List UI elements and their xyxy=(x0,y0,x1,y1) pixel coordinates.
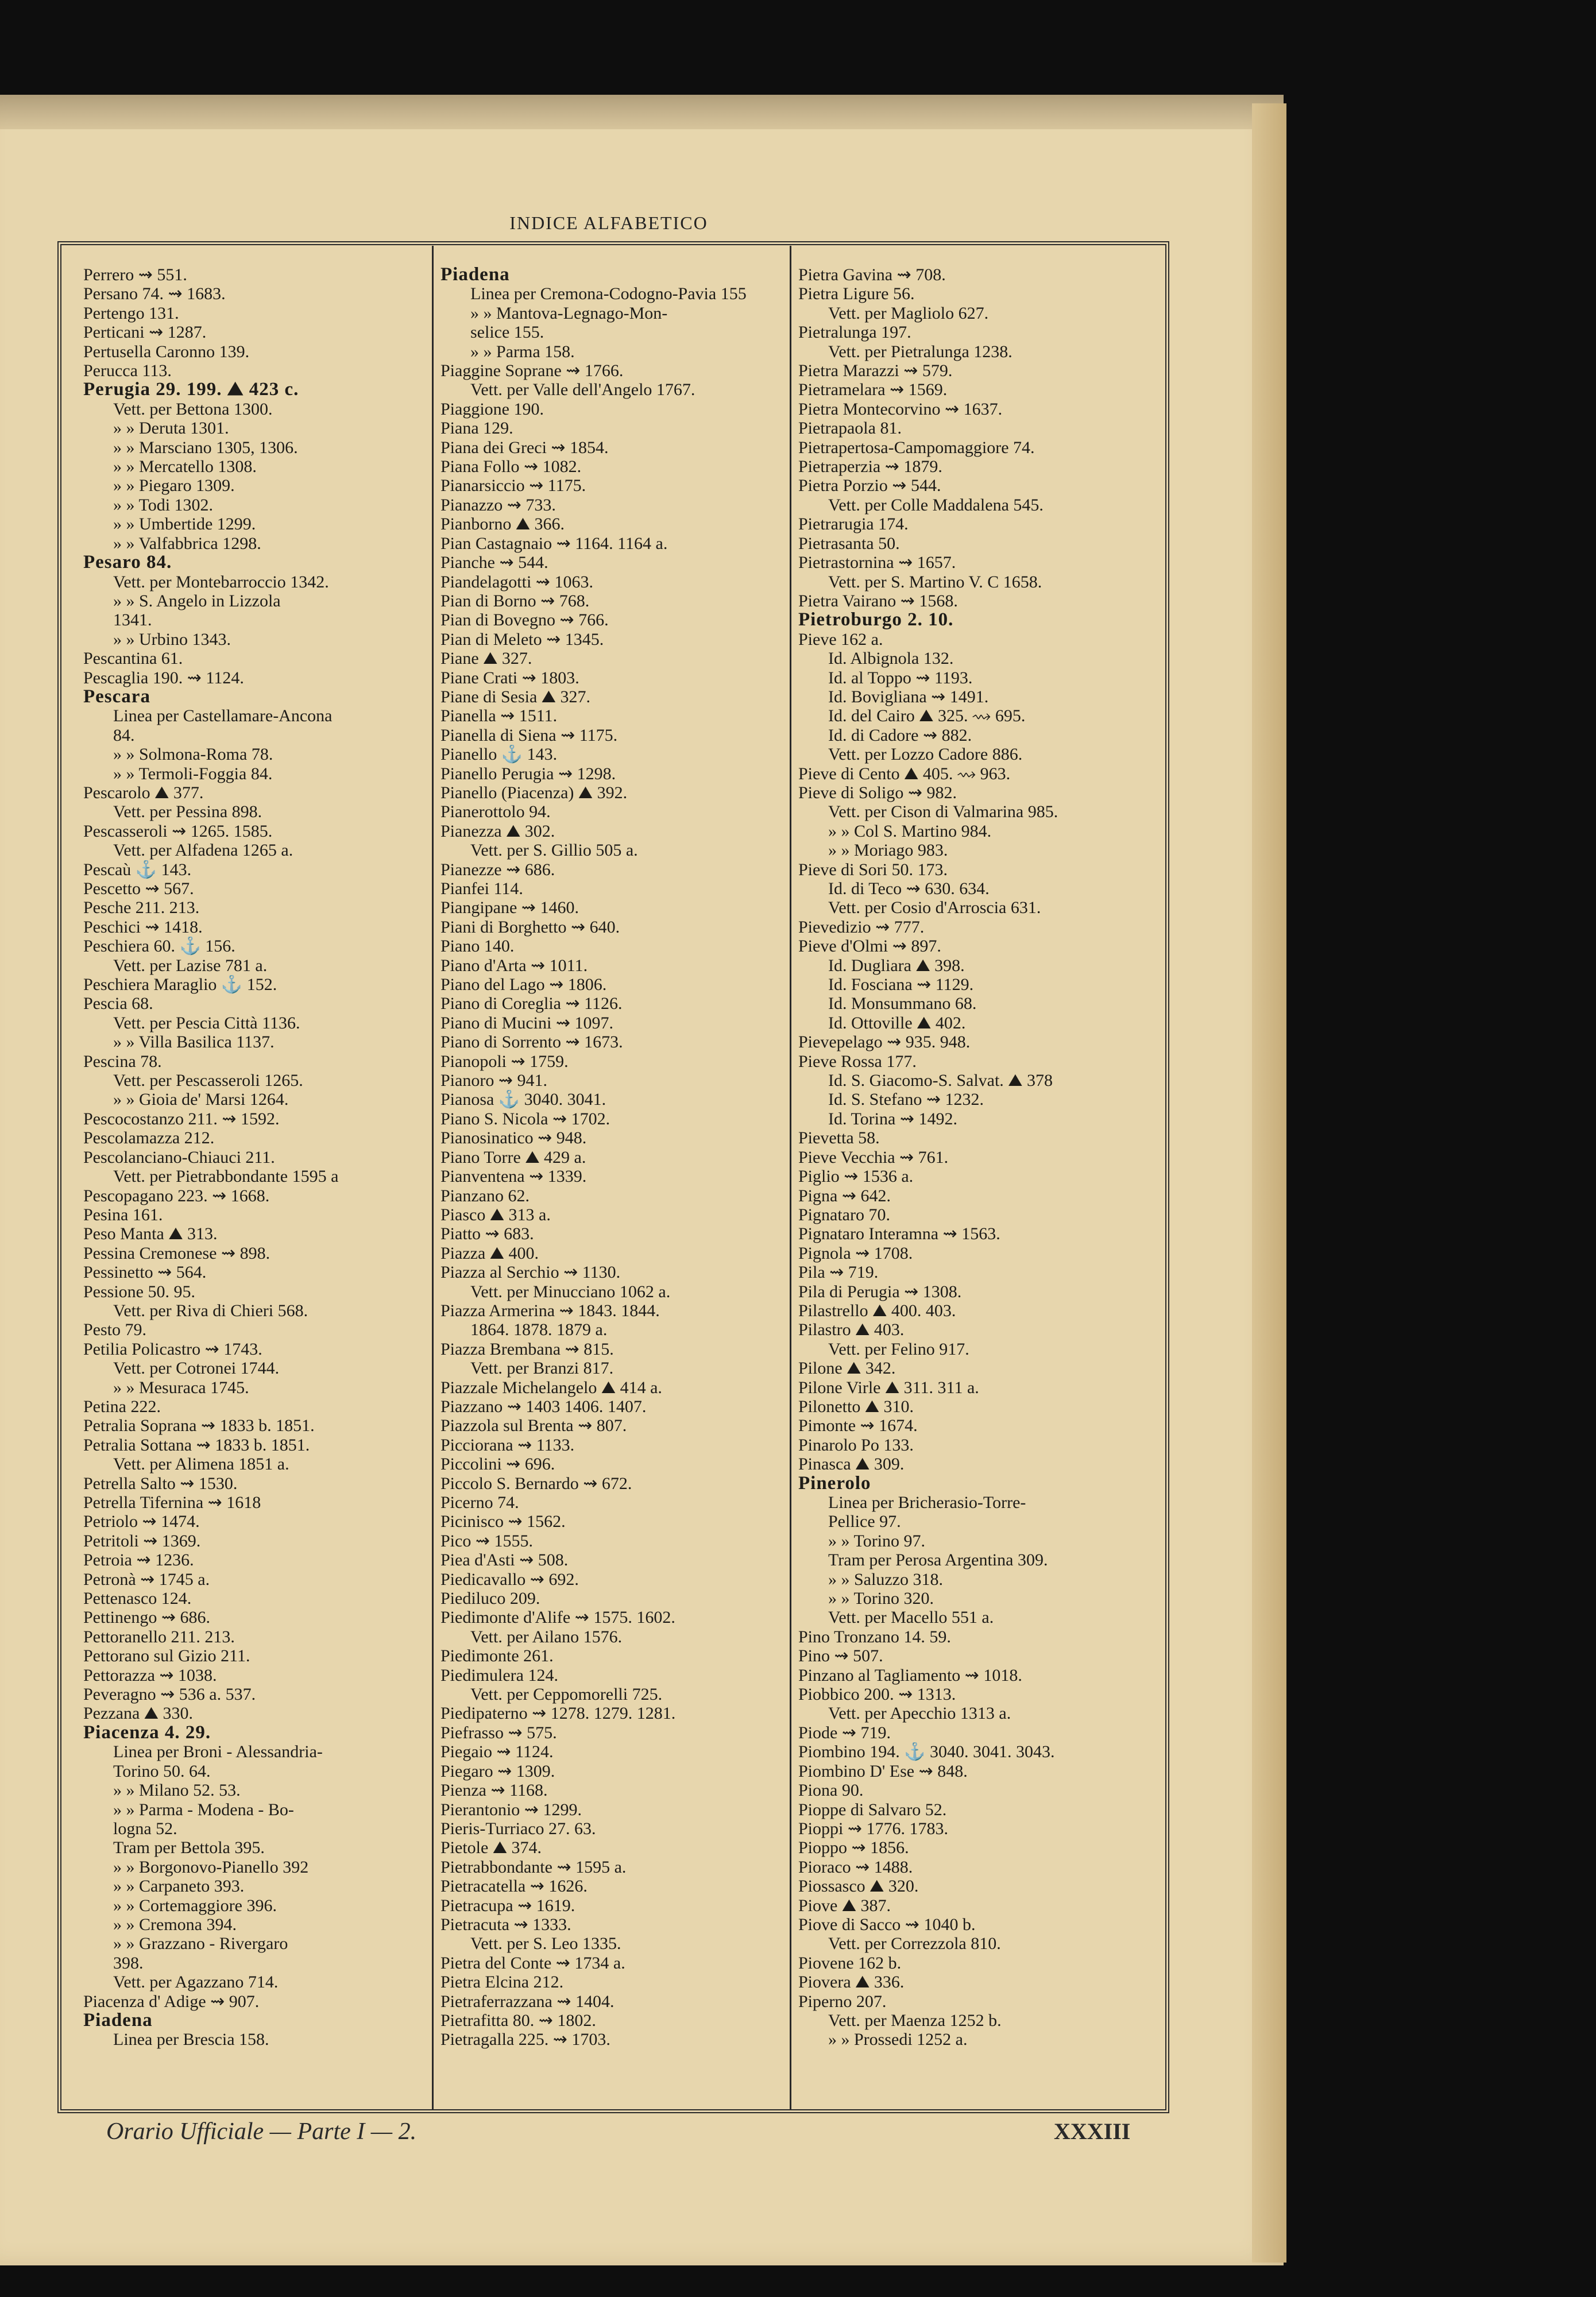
index-entry: Piediluco 209. xyxy=(440,1589,540,1608)
page-number: XXXIII xyxy=(1054,2118,1131,2144)
index-entry: Pianerottolo 94. xyxy=(440,802,551,822)
index-entry: Pescaglia 190. ⇝ 1124. xyxy=(83,668,244,687)
index-entry: Id. Fosciana ⇝ 1129. xyxy=(828,975,974,995)
index-entry: Piazza ⛰ 400. xyxy=(440,1243,539,1263)
index-entry: Pietrapaola 81. xyxy=(798,419,902,438)
index-entry: » » Torino 320. xyxy=(828,1589,934,1608)
index-entry: 1341. xyxy=(113,610,152,630)
index-entry: Pescolanciano-Chiauci 211. xyxy=(83,1147,275,1167)
index-entry: Pianche ⇝ 544. xyxy=(440,553,548,573)
index-entry: Piovera ⛰ 336. xyxy=(798,1973,905,1992)
index-entry: Pianosa ⚓ 3040. 3041. xyxy=(440,1090,606,1109)
index-entry: Torino 50. 64. xyxy=(113,1761,211,1781)
index-entry: Peschici ⇝ 1418. xyxy=(83,917,203,937)
index-entry: Linea per Brescia 158. xyxy=(113,2030,269,2049)
index-entry: Piedicavallo ⇝ 692. xyxy=(440,1569,579,1589)
index-entry: Petralia Sottana ⇝ 1833 b. 1851. xyxy=(83,1435,310,1455)
index-heading: Piadena xyxy=(440,265,510,285)
index-entry: Pezzana ⛰ 330. xyxy=(83,1704,193,1723)
index-entry: Pieve di Soligo ⇝ 982. xyxy=(798,783,957,802)
index-entry: Pianello (Piacenza) ⛰ 392. xyxy=(440,783,628,802)
index-entry: Piatto ⇝ 683. xyxy=(440,1224,534,1244)
index-entry: Pieve di Sori 50. 173. xyxy=(798,860,948,879)
index-entry: Pianfei 114. xyxy=(440,879,523,898)
index-entry: Pianezze ⇝ 686. xyxy=(440,860,555,879)
index-entry: » » Moriago 983. xyxy=(828,841,948,860)
index-entry: Persano 74. ⇝ 1683. xyxy=(83,284,226,304)
index-entry: Pietra Marazzi ⇝ 579. xyxy=(798,361,953,381)
index-entry: Piane di Sesia ⛰ 327. xyxy=(440,687,591,706)
index-entry: Vett. per Agazzano 714. xyxy=(113,1973,279,1992)
index-entry: Pietra Vairano ⇝ 1568. xyxy=(798,591,958,610)
index-entry: Piana dei Greci ⇝ 1854. xyxy=(440,438,609,457)
index-entry: Pievepelago ⇝ 935. 948. xyxy=(798,1033,971,1052)
page-edge xyxy=(1252,103,1286,2263)
index-entry: Pico ⇝ 1555. xyxy=(440,1531,533,1550)
index-entry: Tram per Bettola 395. xyxy=(113,1838,265,1858)
index-entry: Pescina 78. xyxy=(83,1051,162,1071)
index-entry: Perticani ⇝ 1287. xyxy=(83,323,207,342)
page-header: INDICE ALFABETICO xyxy=(509,212,708,233)
index-entry: Pietraferrazzana ⇝ 1404. xyxy=(440,1991,615,2011)
index-entry: Piossasco ⛰ 320. xyxy=(798,1877,919,1896)
index-entry: Pietracuta ⇝ 1333. xyxy=(440,1915,571,1934)
index-entry: Pietra del Conte ⇝ 1734 a. xyxy=(440,1953,625,1973)
index-entry: Pignataro 70. xyxy=(798,1205,890,1224)
index-entry: Pignola ⇝ 1708. xyxy=(798,1243,913,1263)
index-entry: Pieve di Cento ⛰ 405. ⇝ 963. xyxy=(798,764,1011,783)
index-entry: Tram per Perosa Argentina 309. xyxy=(828,1550,1048,1570)
index-entry: Pettorazza ⇝ 1038. xyxy=(83,1665,217,1685)
index-entry: Pescasseroli ⇝ 1265. 1585. xyxy=(83,821,273,841)
index-entry: Pettoranello 211. 213. xyxy=(83,1627,235,1646)
index-entry: Pessinetto ⇝ 564. xyxy=(83,1263,207,1282)
index-entry: Pessina Cremonese ⇝ 898. xyxy=(83,1243,270,1263)
index-entry: Vett. per Ailano 1576. xyxy=(470,1627,623,1646)
index-heading: Pietroburgo 2. 10. xyxy=(798,610,954,630)
index-entry: Vett. per Cosio d'Arroscia 631. xyxy=(828,898,1041,918)
index-entry: Piefrasso ⇝ 575. xyxy=(440,1723,557,1742)
index-entry: Pertusella Caronno 139. xyxy=(83,342,250,361)
index-entry: » » Piegaro 1309. xyxy=(113,476,235,496)
index-entry: Pianazzo ⇝ 733. xyxy=(440,495,556,515)
index-entry: Pila di Perugia ⇝ 1308. xyxy=(798,1282,962,1301)
index-entry: Vett. per Pescasseroli 1265. xyxy=(113,1071,303,1091)
index-entry: Id. di Cadore ⇝ 882. xyxy=(828,725,972,745)
index-entry: Vett. per Pietralunga 1238. xyxy=(828,342,1013,361)
index-column-2 xyxy=(440,265,797,2049)
index-entry: Pietra Montecorvino ⇝ 1637. xyxy=(798,399,1003,419)
index-entry: 1864. 1878. 1879 a. xyxy=(470,1320,608,1340)
index-entry: Piane ⛰ 327. xyxy=(440,649,532,668)
index-entry: » » Parma - Modena - Bo- xyxy=(113,1800,294,1819)
index-entry: Pianella di Siena ⇝ 1175. xyxy=(440,725,618,745)
index-entry: » » Grazzano - Rivergaro xyxy=(113,1934,288,1954)
index-entry: Vett. per Lozzo Cadore 886. xyxy=(828,745,1023,764)
index-entry: Pescantina 61. xyxy=(83,649,183,668)
index-entry: Piano d'Arta ⇝ 1011. xyxy=(440,956,588,975)
index-entry: Pianello ⚓ 143. xyxy=(440,745,558,764)
index-entry: Pietralunga 197. xyxy=(798,323,911,342)
index-entry: Piano Torre ⛰ 429 a. xyxy=(440,1147,586,1167)
index-entry: Petrella Salto ⇝ 1530. xyxy=(83,1474,238,1493)
index-entry: Piccolini ⇝ 696. xyxy=(440,1455,555,1474)
index-entry: Pesto 79. xyxy=(83,1320,147,1340)
index-entry: Piana 129. xyxy=(440,419,513,438)
index-entry: Vett. per Apecchio 1313 a. xyxy=(828,1704,1011,1723)
index-entry: Piazzano ⇝ 1403 1406. 1407. xyxy=(440,1397,647,1416)
index-entry: Vett. per Maenza 1252 b. xyxy=(828,2010,1002,2030)
index-entry: Piobbico 200. ⇝ 1313. xyxy=(798,1685,956,1704)
index-entry: Piegaro ⇝ 1309. xyxy=(440,1761,555,1781)
index-entry: Piano di Coreglia ⇝ 1126. xyxy=(440,994,623,1014)
index-entry: » » Col S. Martino 984. xyxy=(828,821,992,841)
index-entry: Vett. per Colle Maddalena 545. xyxy=(828,495,1044,515)
index-entry: Pietra Porzio ⇝ 544. xyxy=(798,476,941,496)
index-entry: Pietrabbondante ⇝ 1595 a. xyxy=(440,1857,627,1877)
index-entry: Pinzano al Tagliamento ⇝ 1018. xyxy=(798,1665,1022,1685)
index-entry: 398. xyxy=(113,1953,144,1973)
index-entry: Pietracatella ⇝ 1626. xyxy=(440,1877,588,1896)
index-entry: Linea per Castellamare-Ancona xyxy=(113,706,333,726)
index-entry: Pieve 162 a. xyxy=(798,629,883,649)
index-entry: Pianello Perugia ⇝ 1298. xyxy=(440,764,616,783)
index-entry: » » Cremona 394. xyxy=(113,1915,237,1934)
index-entry: Pietrasanta 50. xyxy=(798,533,900,553)
index-entry: selice 155. xyxy=(470,323,544,342)
index-entry: Pienza ⇝ 1168. xyxy=(440,1781,548,1800)
index-entry: Vett. per Correzzola 810. xyxy=(828,1934,1001,1954)
index-entry: Pellice 97. xyxy=(828,1512,901,1532)
index-entry: Piano di Mucini ⇝ 1097. xyxy=(440,1013,613,1033)
index-entry: Pignataro Interamna ⇝ 1563. xyxy=(798,1224,1000,1244)
index-entry: Pietrastornina ⇝ 1657. xyxy=(798,553,956,573)
index-entry: Peschiera Maraglio ⚓ 152. xyxy=(83,975,277,995)
index-column-1 xyxy=(83,265,439,2049)
index-entry: Id. di Teco ⇝ 630. 634. xyxy=(828,879,990,898)
index-entry: Petriolo ⇝ 1474. xyxy=(83,1512,200,1532)
index-entry: » » Mantova-Legnago-Mon- xyxy=(470,303,668,323)
index-entry: Pessione 50. 95. xyxy=(83,1282,195,1301)
index-entry: Pino Tronzano 14. 59. xyxy=(798,1627,951,1646)
index-entry: » » Prossedi 1252 a. xyxy=(828,2030,968,2049)
index-entry: Pietrapertosa-Campomaggiore 74. xyxy=(798,438,1035,457)
index-entry: Vett. per S. Leo 1335. xyxy=(470,1934,621,1954)
index-entry: Pesina 161. xyxy=(83,1205,163,1224)
index-entry: Pietrarugia 174. xyxy=(798,515,909,534)
index-entry: Vett. per S. Gillio 505 a. xyxy=(470,841,638,860)
index-entry: Peveragno ⇝ 536 a. 537. xyxy=(83,1685,256,1704)
index-entry: » » Mercatello 1308. xyxy=(113,457,257,477)
index-entry: » » Mesuraca 1745. xyxy=(113,1378,249,1397)
index-entry: » » Umbertide 1299. xyxy=(113,515,256,534)
index-entry: Pioppo ⇝ 1856. xyxy=(798,1838,909,1858)
index-entry: Pescopagano 223. ⇝ 1668. xyxy=(83,1186,270,1205)
index-entry: » » Borgonovo-Pianello 392 xyxy=(113,1857,309,1877)
index-entry: Pianborno ⛰ 366. xyxy=(440,515,565,534)
index-entry: » » Marsciano 1305, 1306. xyxy=(113,438,298,457)
index-entry: Pieris-Turriaco 27. 63. xyxy=(440,1819,596,1838)
index-entry: Pimonte ⇝ 1674. xyxy=(798,1416,918,1436)
index-heading: Perugia 29. 199. ⛰ 423 c. xyxy=(83,380,299,400)
index-entry: Pilonetto ⛰ 310. xyxy=(798,1397,914,1416)
index-entry: Vett. per Lazise 781 a. xyxy=(113,956,268,975)
index-entry: Petrella Tifernina ⇝ 1618 xyxy=(83,1493,261,1512)
index-entry: Piazza Brembana ⇝ 815. xyxy=(440,1339,614,1359)
index-entry: Pioraco ⇝ 1488. xyxy=(798,1857,913,1877)
index-entry: » » Urbino 1343. xyxy=(113,629,231,649)
index-entry: Picinisco ⇝ 1562. xyxy=(440,1512,566,1532)
index-entry: Linea per Bricherasio-Torre- xyxy=(828,1493,1026,1512)
index-entry: Linea per Cremona-Codogno-Pavia 155 xyxy=(470,284,747,304)
index-entry: Pianoro ⇝ 941. xyxy=(440,1071,547,1091)
index-entry: Pieve Vecchia ⇝ 761. xyxy=(798,1147,949,1167)
index-entry: » » Cortemaggiore 396. xyxy=(113,1896,277,1915)
index-entry: » » Milano 52. 53. xyxy=(113,1781,241,1800)
index-entry: Pescolamazza 212. xyxy=(83,1128,215,1148)
index-entry: Pilone ⛰ 342. xyxy=(798,1359,896,1378)
index-entry: Pieve Rossa 177. xyxy=(798,1051,917,1071)
index-entry: Pianosinatico ⇝ 948. xyxy=(440,1128,587,1148)
index-entry: Vett. per Ceppomorelli 725. xyxy=(470,1685,663,1704)
index-entry: Id. Ottoville ⛰ 402. xyxy=(828,1013,966,1033)
index-entry: » » Villa Basilica 1137. xyxy=(113,1033,275,1052)
index-entry: Pietramelara ⇝ 1569. xyxy=(798,380,948,400)
index-entry: Pescarolo ⛰ 377. xyxy=(83,783,204,802)
index-entry: Piano S. Nicola ⇝ 1702. xyxy=(440,1109,610,1128)
index-entry: Pievetta 58. xyxy=(798,1128,880,1148)
index-heading: Piadena xyxy=(83,2010,153,2031)
index-heading: Pescara xyxy=(83,687,150,707)
index-entry: » » Torino 97. xyxy=(828,1531,926,1550)
index-entry: Piombino D' Ese ⇝ 848. xyxy=(798,1761,968,1781)
index-entry: Pian di Borno ⇝ 768. xyxy=(440,591,590,610)
index-entry: Piani di Borghetto ⇝ 640. xyxy=(440,917,620,937)
index-entry: 84. xyxy=(113,725,135,745)
index-entry: Pioppi ⇝ 1776. 1783. xyxy=(798,1819,948,1838)
index-entry: Piglio ⇝ 1536 a. xyxy=(798,1167,914,1186)
index-entry: » » Deruta 1301. xyxy=(113,419,229,438)
index-entry: Pian di Bovegno ⇝ 766. xyxy=(440,610,609,630)
index-entry: Piove ⛰ 387. xyxy=(798,1896,891,1915)
index-entry: Id. Bovigliana ⇝ 1491. xyxy=(828,687,989,706)
index-entry: Pian di Meleto ⇝ 1345. xyxy=(440,629,604,649)
index-entry: logna 52. xyxy=(113,1819,177,1838)
index-entry: Id. Torina ⇝ 1492. xyxy=(828,1109,957,1128)
index-entry: Vett. per Riva di Chieri 568. xyxy=(113,1301,308,1320)
index-entry: Piaggine Soprane ⇝ 1766. xyxy=(440,361,624,381)
index-entry: Pilone Virle ⛰ 311. 311 a. xyxy=(798,1378,979,1397)
index-entry: Piacenza d' Adige ⇝ 907. xyxy=(83,1991,260,2011)
index-entry: Perrero ⇝ 551. xyxy=(83,265,187,284)
index-entry: Piedimulera 124. xyxy=(440,1665,558,1685)
index-entry: Perucca 113. xyxy=(83,361,172,381)
index-entry: Pinasca ⛰ 309. xyxy=(798,1455,905,1474)
index-entry: Piccolo S. Bernardo ⇝ 672. xyxy=(440,1474,632,1493)
index-entry: Vett. per Pessina 898. xyxy=(113,802,262,822)
index-entry: Vett. per Bettona 1300. xyxy=(113,399,273,419)
index-entry: Id. S. Giacomo-S. Salvat. ⛰ 378 xyxy=(828,1071,1053,1091)
index-entry: Pettenasco 124. xyxy=(83,1589,192,1608)
index-entry: Vett. per Branzi 817. xyxy=(470,1359,614,1378)
index-entry: Vett. per Minucciano 1062 a. xyxy=(470,1282,671,1301)
index-entry: Piangipane ⇝ 1460. xyxy=(440,898,579,918)
index-heading: Piacenza 4. 29. xyxy=(83,1723,211,1743)
index-heading: Pinerolo xyxy=(798,1474,871,1493)
index-entry: Pesche 211. 213. xyxy=(83,898,200,918)
index-entry: » » Termoli-Foggia 84. xyxy=(113,764,273,783)
index-entry: Vett. per Felino 917. xyxy=(828,1339,969,1359)
index-entry: Vett. per Montebarroccio 1342. xyxy=(113,572,329,591)
index-entry: Piazza Armerina ⇝ 1843. 1844. xyxy=(440,1301,660,1320)
index-entry: » » Solmona-Roma 78. xyxy=(113,745,273,764)
index-entry: Piperno 207. xyxy=(798,1991,887,2011)
index-entry: Pietra Elcina 212. xyxy=(440,1973,564,1992)
index-entry: Peschiera 60. ⚓ 156. xyxy=(83,937,235,956)
index-entry: Pianezza ⛰ 302. xyxy=(440,821,555,841)
index-entry: » » Saluzzo 318. xyxy=(828,1569,943,1589)
index-entry: Vett. per Alfadena 1265 a. xyxy=(113,841,293,860)
index-entry: Vett. per S. Martino V. C 1658. xyxy=(828,572,1042,591)
index-entry: Piandelagotti ⇝ 1063. xyxy=(440,572,593,591)
index-entry: Piazzale Michelangelo ⛰ 414 a. xyxy=(440,1378,662,1397)
index-entry: Piovene 162 b. xyxy=(798,1953,902,1973)
index-entry: Piane Crati ⇝ 1803. xyxy=(440,668,579,687)
index-entry: Piano di Sorrento ⇝ 1673. xyxy=(440,1033,623,1052)
index-entry: Id. del Cairo ⛰ 325. ⇝ 695. xyxy=(828,706,1026,726)
index-entry: Vett. per Cison di Valmarina 985. xyxy=(828,802,1058,822)
index-entry: Pilastrello ⛰ 400. 403. xyxy=(798,1301,956,1320)
index-entry: Vett. per Pescia Città 1136. xyxy=(113,1013,300,1033)
index-entry: Pescia 68. xyxy=(83,994,153,1014)
index-entry: Id. S. Stefano ⇝ 1232. xyxy=(828,1090,984,1109)
index-entry: Pertengo 131. xyxy=(83,303,179,323)
index-entry: Petralia Soprana ⇝ 1833 b. 1851. xyxy=(83,1416,315,1436)
index-entry: Pierantonio ⇝ 1299. xyxy=(440,1800,582,1819)
index-entry: Pieve d'Olmi ⇝ 897. xyxy=(798,937,941,956)
index-entry: Vett. per Magliolo 627. xyxy=(828,303,989,323)
index-entry: Piedipaterno ⇝ 1278. 1279. 1281. xyxy=(440,1704,676,1723)
page-top-shadow xyxy=(0,95,1284,129)
index-entry: Pescetto ⇝ 567. xyxy=(83,879,194,898)
index-entry: Pianzano 62. xyxy=(440,1186,530,1205)
index-entry: Pescocostanzo 211. ⇝ 1592. xyxy=(83,1109,280,1128)
index-entry: Pettorano sul Gizio 211. xyxy=(83,1646,250,1666)
index-entry: Pietracupa ⇝ 1619. xyxy=(440,1896,575,1915)
index-entry: Vett. per Valle dell'Angelo 1767. xyxy=(470,380,695,400)
index-entry: Pietra Ligure 56. xyxy=(798,284,915,304)
index-entry: Piona 90. xyxy=(798,1781,864,1800)
index-entry: Piano 140. xyxy=(440,937,515,956)
index-entry: Pietrafitta 80. ⇝ 1802. xyxy=(440,2010,596,2030)
index-entry: Piedimonte d'Alife ⇝ 1575. 1602. xyxy=(440,1608,675,1627)
index-entry: Petilia Policastro ⇝ 1743. xyxy=(83,1339,262,1359)
index-entry: Petroia ⇝ 1236. xyxy=(83,1550,194,1570)
index-entry: Pilastro ⛰ 403. xyxy=(798,1320,905,1340)
index-entry: » » Todi 1302. xyxy=(113,495,214,515)
index-entry: Vett. per Alimena 1851 a. xyxy=(113,1455,289,1474)
index-entry: Peso Manta ⛰ 313. xyxy=(83,1224,218,1244)
index-entry: Pino ⇝ 507. xyxy=(798,1646,883,1666)
index-entry: Piana Follo ⇝ 1082. xyxy=(440,457,582,477)
index-entry: Picerno 74. xyxy=(440,1493,519,1512)
index-entry: » » Carpaneto 393. xyxy=(113,1877,245,1896)
index-column-3 xyxy=(798,265,1154,2049)
index-heading: Pesaro 84. xyxy=(83,553,172,573)
index-entry: Vett. per Cotronei 1744. xyxy=(113,1359,280,1378)
index-entry: Pietragalla 225. ⇝ 1703. xyxy=(440,2030,610,2049)
index-entry: Piove di Sacco ⇝ 1040 b. xyxy=(798,1915,976,1934)
index-entry: » » Gioia de' Marsi 1264. xyxy=(113,1090,289,1109)
index-entry: Pescaù ⚓ 143. xyxy=(83,860,192,879)
index-entry: Piazzola sul Brenta ⇝ 807. xyxy=(440,1416,627,1436)
index-entry: Pianarsiccio ⇝ 1175. xyxy=(440,476,586,496)
index-entry: Piea d'Asti ⇝ 508. xyxy=(440,1550,569,1570)
index-entry: » » Valfabbrica 1298. xyxy=(113,533,261,553)
index-entry: » » Parma 158. xyxy=(470,342,575,361)
index-entry: Pianella ⇝ 1511. xyxy=(440,706,558,726)
footer-title: Orario Ufficiale — Parte I — 2. xyxy=(106,2118,417,2145)
index-entry: Pinarolo Po 133. xyxy=(798,1435,914,1455)
index-entry: Piazza al Serchio ⇝ 1130. xyxy=(440,1263,621,1282)
index-entry: Vett. per Pietrabbondante 1595 a xyxy=(113,1167,339,1186)
index-entry: Pigna ⇝ 642. xyxy=(798,1186,891,1205)
index-entry: Piasco ⛰ 313 a. xyxy=(440,1205,551,1224)
index-entry: Pietra Gavina ⇝ 708. xyxy=(798,265,946,284)
index-entry: Id. Dugliara ⛰ 398. xyxy=(828,956,965,975)
index-entry: Id. Albignola 132. xyxy=(828,649,954,668)
index-entry: » » S. Angelo in Lizzola xyxy=(113,591,281,610)
index-entry: Pian Castagnaio ⇝ 1164. 1164 a. xyxy=(440,533,668,553)
index-entry: Pila ⇝ 719. xyxy=(798,1263,879,1282)
index-entry: Petritoli ⇝ 1369. xyxy=(83,1531,201,1550)
index-entry: Piano del Lago ⇝ 1806. xyxy=(440,975,607,995)
index-entry: Id. Monsummano 68. xyxy=(828,994,977,1014)
index-entry: Piombino 194. ⚓ 3040. 3041. 3043. xyxy=(798,1742,1055,1762)
index-entry: Piegaio ⇝ 1124. xyxy=(440,1742,554,1762)
index-entry: Piode ⇝ 719. xyxy=(798,1723,891,1742)
index-entry: Pettinengo ⇝ 686. xyxy=(83,1608,210,1627)
index-entry: Pioppe di Salvaro 52. xyxy=(798,1800,947,1819)
index-entry: Petronà ⇝ 1745 a. xyxy=(83,1569,210,1589)
index-entry: Pievedizio ⇝ 777. xyxy=(798,917,925,937)
index-entry: Pietraperzia ⇝ 1879. xyxy=(798,457,942,477)
index-entry: Picciorana ⇝ 1133. xyxy=(440,1435,575,1455)
index-entry: Piaggione 190. xyxy=(440,399,544,419)
index-entry: Vett. per Macello 551 a. xyxy=(828,1608,994,1627)
index-entry: Pianventena ⇝ 1339. xyxy=(440,1167,587,1186)
index-entry: Piedimonte 261. xyxy=(440,1646,554,1666)
index-entry: Linea per Broni - Alessandria- xyxy=(113,1742,323,1762)
index-entry: Pietole ⛰ 374. xyxy=(440,1838,542,1858)
index-entry: Id. al Toppo ⇝ 1193. xyxy=(828,668,973,687)
index-entry: Pianopoli ⇝ 1759. xyxy=(440,1051,569,1071)
index-entry: Petina 222. xyxy=(83,1397,161,1416)
